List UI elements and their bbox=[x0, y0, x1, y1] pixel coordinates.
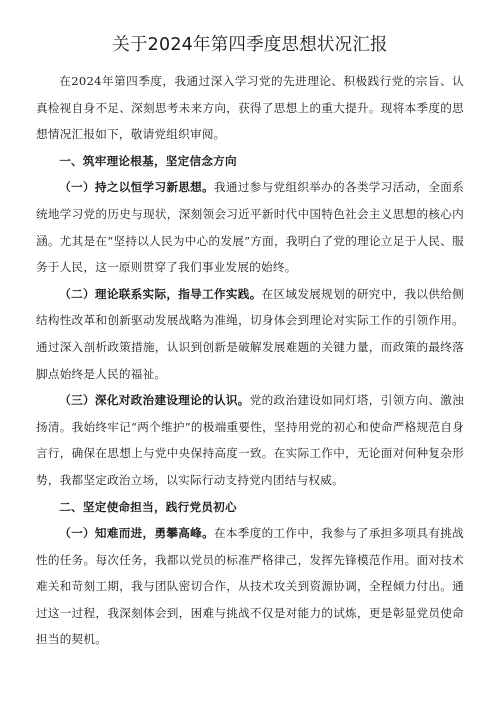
paragraph-lead: （一）持之以恒学习新思想。 bbox=[59, 180, 214, 195]
intro-paragraph: 在2024年第四季度，我通过深入学习党的先进理论、积极践行党的宗旨、认真检视自身不足、深刻思考未来方向，获得了思想上的重大提升。现将本季度的思想情况汇报如下，敬请党组织审阅。 bbox=[36, 74, 464, 142]
paragraph-body: 在本季度的工作中，我参与了承担多项具有挑战性的任务。每次任务，我都以党员的标准严格律己，发挥先锋模范作用。面对技术难关和苛刻工期，我与团队密切合作，从技术攻关到资源协调，全程倾力付出。通过这一过程，我深刻体会到，困难与挑战不仅是对能力的试炼，更是彰显党员使命担当的契机。 bbox=[36, 526, 464, 647]
paragraph-1-3 bbox=[36, 387, 464, 493]
paragraph-body: 我通过参与党组织举办的各类学习活动，全面系统地学习党的历史与现状，深刻领会习近平新时代中国特色社会主义思想的核心内涵。尤其是在“坚持以人民为中心的发展”方面，我明白了党的理论立足于人民、服务于人民，这一原则贯穿了我们事业发展的始终。 bbox=[36, 180, 464, 275]
paragraph-body: 党的政治建设如同灯塔，引领方向、激浊扬清。我始终牢记“两个维护”的极端重要性，坚持用党的初心和使命严格规范自身言行，确保在思想上与党中央保持高度一致。在实际工作中，无论面对何种复杂形势，我都坚定政治立场，以实际行动支持党内团结与权威。 bbox=[36, 393, 464, 487]
paragraph-2-1 bbox=[36, 520, 464, 653]
paragraph-1-1 bbox=[36, 174, 464, 280]
section-heading-2: 二、坚定使命担当，践行党员初心 bbox=[59, 499, 237, 514]
document-title: 关于2024年第四季度思想状况汇报 bbox=[112, 35, 388, 55]
section-heading-1: 一、筑牢理论根基，坚定信念方向 bbox=[59, 153, 237, 168]
paragraph-lead: （二）理论联系实际，指导工作实践。 bbox=[59, 286, 262, 301]
paragraph-lead: （三）深化对政治建设理论的认识。 bbox=[59, 393, 250, 408]
paragraph-body: 在区域发展规划的研究中，我以供给侧结构性改革和创新驱动发展战略为准绳，切身体会到理论对实际工作的引领作用。通过深入剖析政策措施，认识到创新是破解发展难题的关键力量，而政策的最终落脚点始终是人民的福祉。 bbox=[36, 286, 464, 381]
paragraph-lead: （一）知难而进，勇攀高峰。 bbox=[59, 526, 214, 541]
paragraph-1-2 bbox=[36, 281, 464, 387]
